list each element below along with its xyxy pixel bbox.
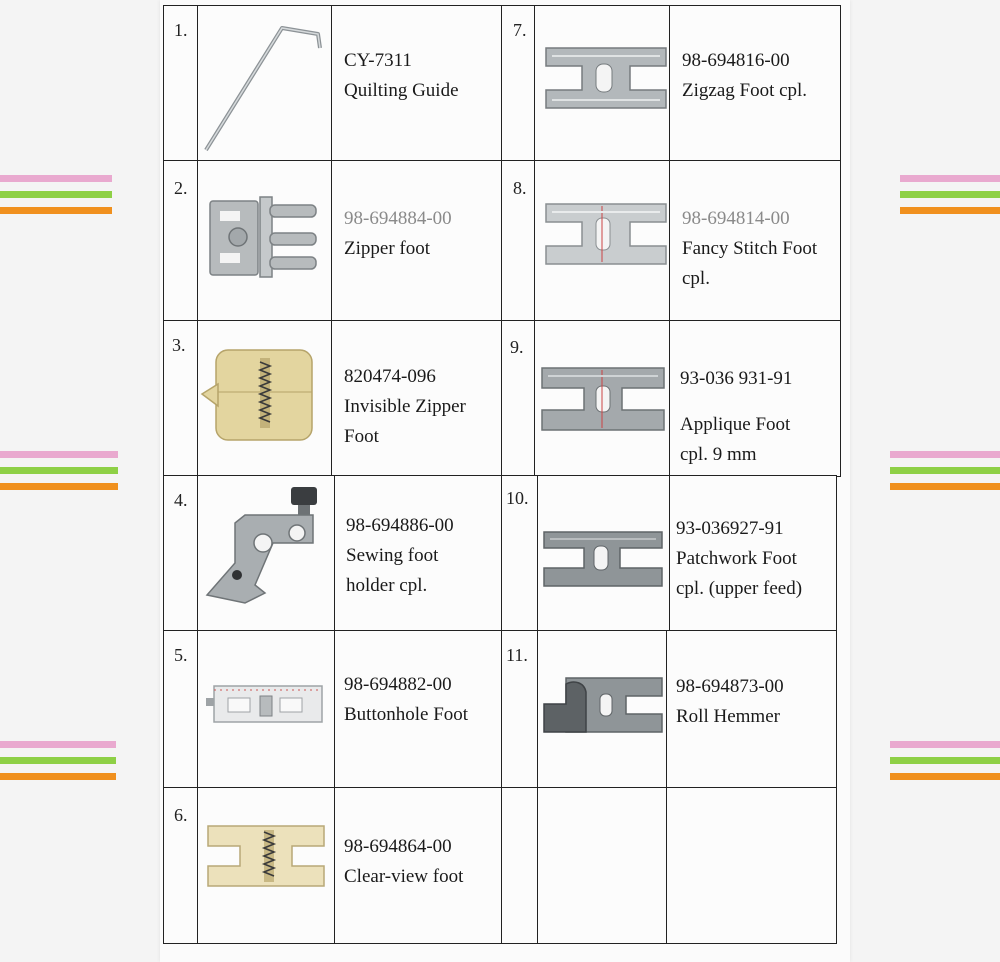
item-number: 2. xyxy=(174,178,188,198)
zipper-foot-icon xyxy=(208,195,323,280)
item-number: 10. xyxy=(506,488,529,508)
item-code: 98-694814-00 xyxy=(682,208,790,229)
item-name: Zigzag Foot cpl. xyxy=(682,80,808,101)
item-name: Fancy Stitch Foot xyxy=(682,238,818,259)
fancy-stitch-foot-icon xyxy=(542,198,670,270)
item-code: 98-694884-00 xyxy=(344,208,452,229)
item-description xyxy=(680,364,792,470)
item-description xyxy=(346,511,454,601)
clear-view-foot-icon xyxy=(204,822,329,890)
item-number: 3. xyxy=(172,335,186,355)
item-description xyxy=(344,362,466,452)
buttonhole-foot-icon xyxy=(206,682,328,727)
background-stripes xyxy=(890,741,1000,783)
item-number: 11. xyxy=(506,645,528,665)
item-code: 93-036 931-91 xyxy=(680,368,793,389)
background-stripes xyxy=(890,451,1000,493)
item-code: 98-694816-00 xyxy=(682,50,790,71)
patchwork-foot-icon xyxy=(540,528,666,590)
item-name: Sewing foot xyxy=(346,545,439,566)
item-description xyxy=(344,204,452,264)
item-description xyxy=(676,514,802,604)
item-number: 6. xyxy=(174,805,188,825)
item-code: 93-036927-91 xyxy=(676,518,784,539)
item-name: cpl. (upper feed) xyxy=(676,578,803,599)
background-stripes xyxy=(0,741,116,783)
item-number: 7. xyxy=(513,20,527,40)
item-number: 9. xyxy=(510,337,524,357)
item-name: Applique Foot xyxy=(680,414,791,435)
applique-foot-icon xyxy=(538,362,668,436)
item-name: Invisible Zipper xyxy=(344,396,466,417)
item-code: 98-694864-00 xyxy=(344,836,452,857)
item-number: 4. xyxy=(174,490,188,510)
item-name: cpl. 9 mm xyxy=(680,444,757,465)
item-name: Quilting Guide xyxy=(344,80,459,101)
item-name: Patchwork Foot xyxy=(676,548,797,569)
item-name: cpl. xyxy=(682,268,710,289)
quilting-guide-icon xyxy=(200,18,330,158)
item-description xyxy=(344,832,463,892)
item-code: 98-694873-00 xyxy=(676,676,784,697)
item-name: Clear-view foot xyxy=(344,866,464,887)
item-description xyxy=(676,672,784,732)
item-name: Buttonhole Foot xyxy=(344,704,469,725)
item-code: CY-7311 xyxy=(344,50,412,71)
item-description xyxy=(682,204,817,294)
item-code: 98-694882-00 xyxy=(344,674,452,695)
roll-hemmer-icon xyxy=(540,674,666,736)
item-code: 98-694886-00 xyxy=(346,515,454,536)
item-description xyxy=(344,670,468,730)
item-name: Roll Hemmer xyxy=(676,706,780,727)
background-stripes xyxy=(900,175,1000,217)
parts-list-sheet xyxy=(160,0,850,962)
background-stripes xyxy=(0,451,118,493)
background-stripes xyxy=(0,175,112,217)
item-number: 8. xyxy=(513,178,527,198)
item-number: 1. xyxy=(174,20,188,40)
item-name: Zipper foot xyxy=(344,238,431,259)
item-code: 820474-096 xyxy=(344,366,436,387)
foot-holder-icon xyxy=(205,485,330,610)
item-description xyxy=(682,46,807,106)
item-name: Foot xyxy=(344,426,379,447)
zigzag-foot-icon xyxy=(542,42,670,114)
item-name: holder cpl. xyxy=(346,575,428,596)
item-description xyxy=(344,46,459,106)
item-number: 5. xyxy=(174,645,188,665)
invisible-zipper-foot-icon xyxy=(200,346,320,446)
